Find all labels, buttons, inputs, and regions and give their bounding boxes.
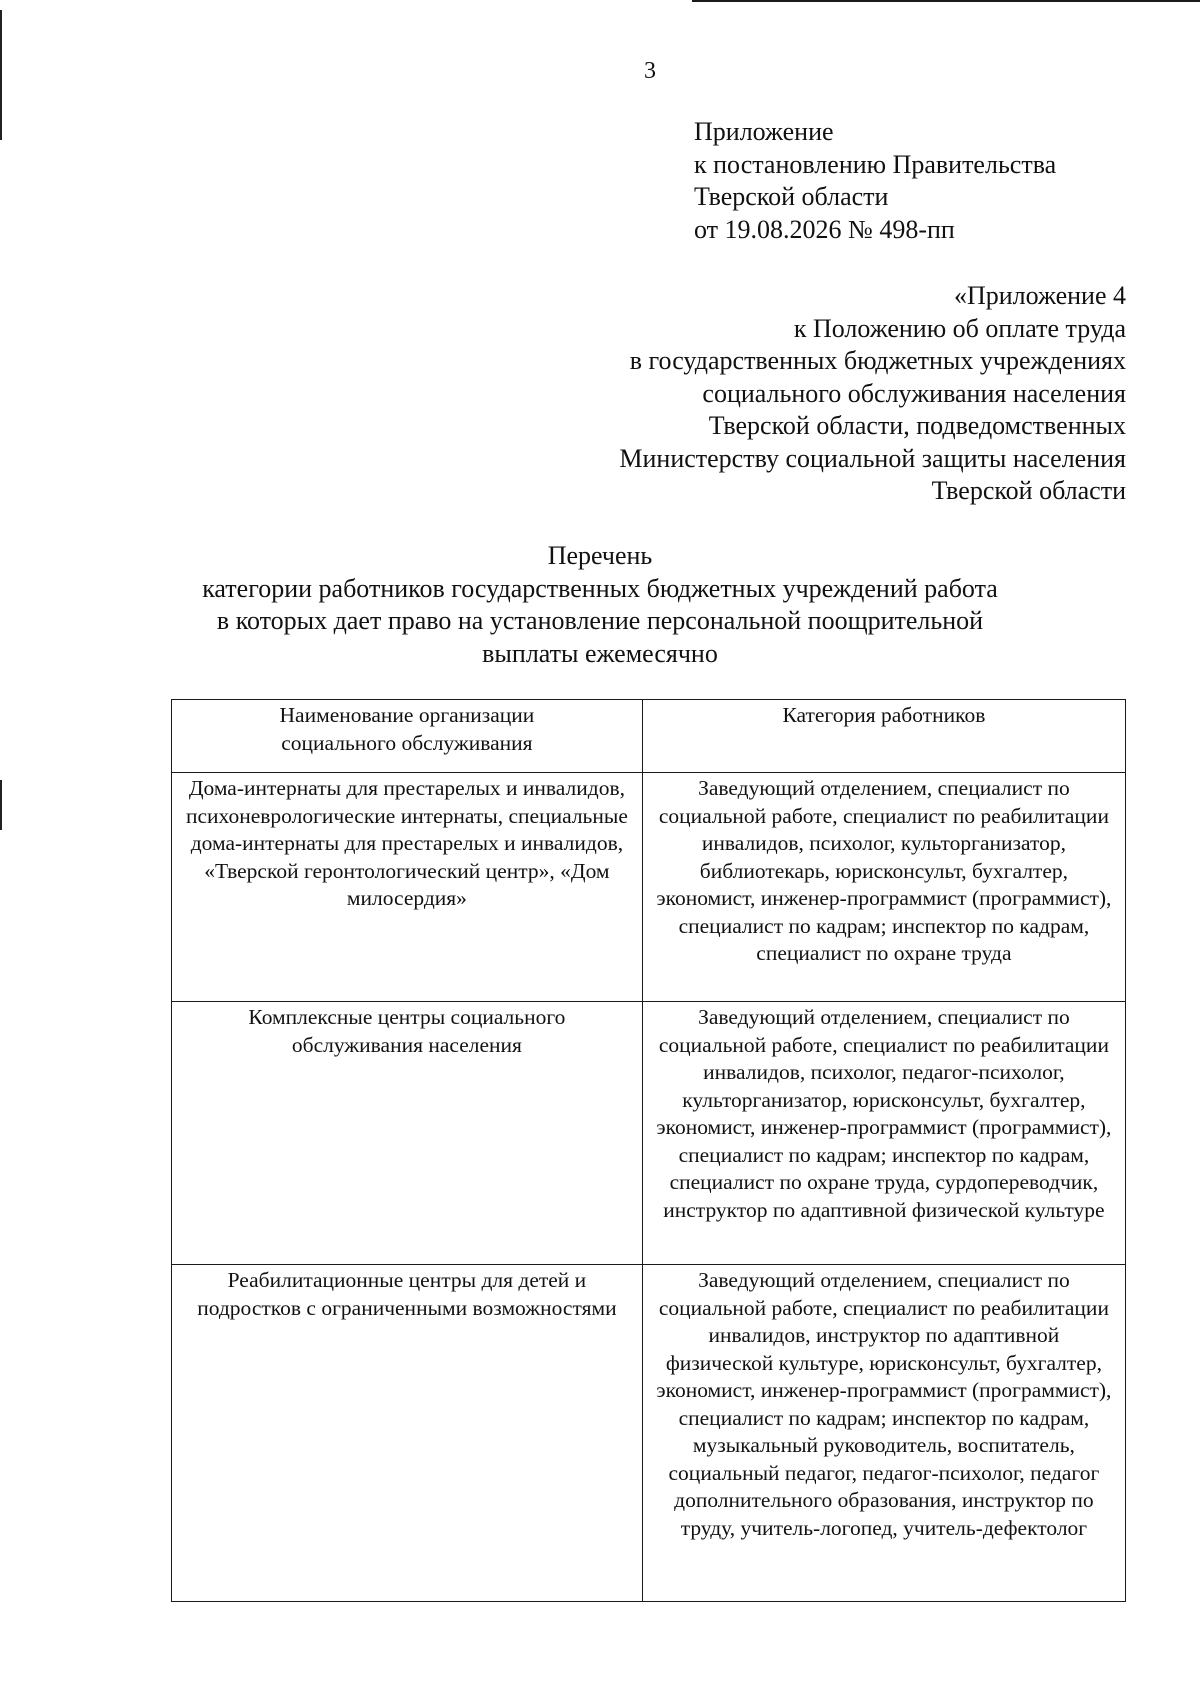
approval-line: от 19.08.2026 № 498-пп: [694, 214, 955, 244]
categories-cell: Заведующий отделением, специалист по социальной работе, специалист по реабилитации инвалидов, психолог, педагог-психолог, культорганизатор, юрисконсульт, бухгалтер, экономист, инженер-программист (программист), специалист по кадрам; инспектор по кадрам, специалист по охране труда, сурдопереводчик, инструктор по адаптивной физической культуре: [642, 1002, 1125, 1265]
approval-line: к постановлению Правительства: [694, 149, 1057, 179]
approval-line: Приложение: [694, 117, 834, 146]
annex-line: Тверской области: [931, 476, 1126, 505]
annex-line: «Приложение 4: [953, 281, 1126, 310]
scan-edge-line: [692, 0, 1200, 2]
organization-cell: Дома-интернаты для престарелых и инвалидов, психоневрологические интернаты, специальные дома-интернаты для престарелых и инвалидов, «Тверской геронтологический центр», «Дом милосердия»: [172, 773, 643, 1002]
categories-cell: Заведующий отделением, специалист по социальной работе, специалист по реабилитации инвалидов, инструктор по адаптивной физической культуре, юрисконсульт, бухгалтер, экономист, инженер-программист (программист), специалист по кадрам; инспектор по кадрам, музыкальный руководитель, воспитатель, социальный педагог, педагог-психолог, педагог дополнительного образования, инструктор по труду, учитель-логопед, учитель-дефектолог: [642, 1265, 1125, 1602]
organization-cell: Реабилитационные центры для детей и подростков с ограниченными возможностями: [172, 1265, 643, 1602]
header-category: Категория работников: [642, 700, 1125, 773]
annex-line: Министерству социальной защиты населения: [619, 443, 1126, 473]
document-title: [150, 540, 1050, 670]
organization-cell: Комплексные центры социального обслуживания населения: [172, 1002, 643, 1265]
table-row: [172, 1265, 1126, 1602]
annex-line: Тверской области, подведомственных: [708, 411, 1126, 440]
header-organization: Наименование организации социального обслуживания: [172, 700, 643, 773]
categories-table: [171, 699, 1126, 1602]
title-line: в которых дает право на установление персональной поощрительной: [216, 606, 984, 635]
title-line: категории работников государственных бюджетных учреждений работа: [202, 573, 998, 603]
title-line: Перечень: [547, 541, 653, 570]
categories-cell: Заведующий отделением, специалист по социальной работе, специалист по реабилитации инвалидов, психолог, культорганизатор, библиотекарь, юрисконсульт, бухгалтер, экономист, инженер-программист (программист), специалист по кадрам; инспектор по кадрам, специалист по охране труда: [642, 773, 1125, 1002]
annex-line: к Положению об оплате труда: [793, 313, 1126, 343]
title-line: выплаты ежемесячно: [482, 638, 718, 668]
table-row: [172, 773, 1126, 1002]
table-header-row: [172, 700, 1126, 773]
page-number: 3: [644, 58, 656, 84]
approval-block: [694, 116, 1056, 246]
annex-block: [619, 280, 1126, 508]
approval-line: Тверской области: [694, 182, 889, 211]
table-row: [172, 1002, 1126, 1265]
annex-line: социального обслуживания населения: [702, 378, 1126, 408]
scan-margin-mark: [0, 780, 2, 830]
annex-line: в государственных бюджетных учреждениях: [629, 346, 1126, 375]
